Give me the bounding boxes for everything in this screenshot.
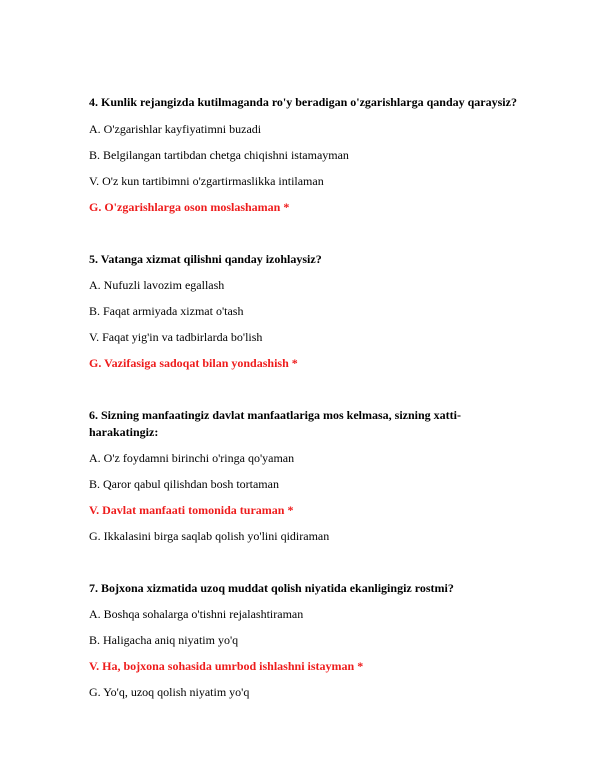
question-6-option-g: G. Ikkalasini birga saqlab qolish yo'lini qidiraman (89, 529, 330, 543)
question-5-option-a: A. Nufuzli lavozim egallash (89, 278, 225, 292)
question-4-option-a: A. O'zgarishlar kayfiyatimni buzadi (89, 122, 262, 136)
question-4-title: 4. Kunlik rejangizda kutilmaganda ro'y beradigan o'zgarishlarga qanday qaraysiz? (89, 95, 517, 109)
question-7-title: 7. Bojxona xizmatida uzoq muddat qolish niyatida ekanligingiz rostmi? (89, 581, 454, 595)
question-5-option-b: B. Faqat armiyada xizmat o'tash (89, 304, 244, 318)
question-6-title-line-1: 6. Sizning manfaatingiz davlat manfaatlariga mos kelmasa, sizning xatti- (89, 408, 462, 422)
question-6-title-line-2: harakatingiz: (89, 425, 159, 439)
question-4-option-v: V. O'z kun tartibimni o'zgartirmaslikka intilaman (89, 174, 324, 188)
question-6-option-a: A. O'z foydamni birinchi o'ringa qo'yaman (89, 451, 295, 465)
question-7-option-v-correct: V. Ha, bojxona sohasida umrbod ishlashni istayman * (89, 659, 364, 673)
question-5-title: 5. Vatanga xizmat qilishni qanday izohlaysiz? (89, 252, 322, 266)
question-7-option-b: B. Haligacha aniq niyatim yo'q (89, 633, 239, 647)
question-7-option-a: A. Boshqa sohalarga o'tishni rejalashtiraman (89, 607, 304, 621)
question-4-option-g-correct: G. O'zgarishlarga oson moslashaman * (89, 200, 290, 214)
question-6-option-v-correct: V. Davlat manfaati tomonida turaman * (89, 503, 294, 517)
question-5-option-v: V. Faqat yig'in va tadbirlarda bo'lish (89, 330, 263, 344)
question-6-option-b: B. Qaror qabul qilishdan bosh tortaman (89, 477, 279, 491)
question-4-option-b: B. Belgilangan tartibdan chetga chiqishni istamayman (89, 148, 349, 162)
question-7-option-g: G. Yo'q, uzoq qolish niyatim yo'q (89, 685, 250, 699)
question-5-option-g-correct: G. Vazifasiga sadoqat bilan yondashish * (89, 356, 298, 370)
